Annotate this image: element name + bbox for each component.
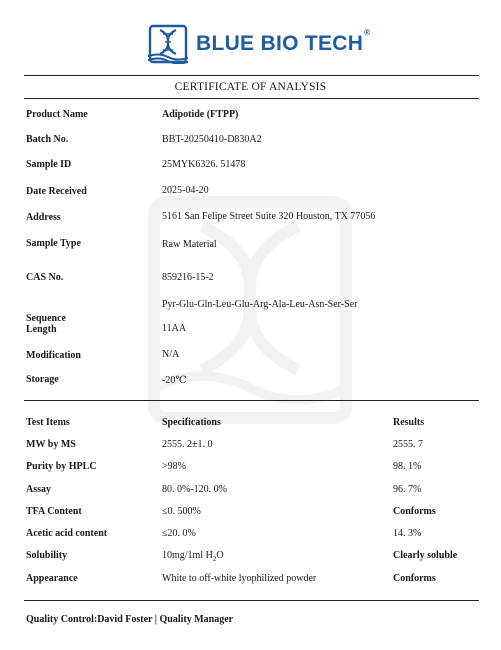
test-result: 96. 7% (393, 484, 422, 495)
dna-watermark-icon (130, 190, 370, 430)
date-received-value: 2025-04-20 (162, 185, 209, 196)
test-spec: >98% (162, 461, 186, 472)
test-spec: White to off-white lyophilized powder (162, 573, 317, 584)
storage-value: -20℃ (162, 375, 187, 386)
field-label: Batch No. (26, 134, 69, 145)
test-item: Acetic acid content (26, 528, 108, 539)
divider (24, 600, 479, 601)
address-value: 5161 San Felipe Street Suite 320 Houston, TX 77056 (162, 211, 376, 222)
modification-value: N/A (162, 349, 180, 360)
brand-logo (148, 22, 370, 66)
field-label: CAS No. (26, 272, 64, 283)
test-items-header: Test Items (26, 417, 70, 428)
batch-no-value: BBT-20250410-D830A2 (162, 134, 262, 145)
registered-mark: ® (364, 28, 371, 37)
test-result: 2555. 7 (393, 439, 423, 450)
field-label: Product Name (26, 109, 88, 120)
test-item: Purity by HPLC (26, 461, 97, 472)
field-label: Length (26, 324, 57, 335)
test-spec: ≤0. 500% (162, 506, 201, 517)
test-result: 14. 3% (393, 528, 422, 539)
test-result: Conforms (393, 506, 436, 517)
test-item: Assay (26, 484, 52, 495)
test-item: MW by MS (26, 439, 76, 450)
brand-name: BLUE BIO TECH® (196, 28, 371, 55)
test-spec: ≤20. 0% (162, 528, 196, 539)
dna-logo-icon (148, 24, 188, 64)
test-result: Clearly soluble (393, 550, 458, 561)
results-header: Results (393, 417, 425, 428)
field-label: Modification (26, 350, 81, 361)
specifications-header: Specifications (162, 417, 221, 428)
field-label: Sequence (26, 313, 66, 324)
product-name-value: Adipotide (FTPP) (162, 109, 239, 120)
test-spec: 2555. 2±1. 0 (162, 439, 213, 450)
sample-id-value: 25MYK6326. 51478 (162, 159, 246, 170)
test-result: Conforms (393, 573, 436, 584)
field-label: Sample Type (26, 238, 81, 249)
field-label: Date Received (26, 186, 87, 197)
divider (24, 98, 479, 99)
test-spec: 80. 0%-120. 0% (162, 484, 227, 495)
divider (24, 400, 479, 401)
test-item: TFA Content (26, 506, 82, 517)
length-value: 11AA (162, 323, 187, 334)
divider (24, 75, 479, 76)
test-item: Solubility (26, 550, 68, 561)
sample-type-value: Raw Material (162, 239, 217, 250)
quality-control-signoff: Quality Control:David Foster | Quality Manager (26, 614, 234, 625)
test-spec: 10mg/1ml $H_2O$ (162, 550, 224, 563)
test-result: 98. 1% (393, 461, 422, 472)
field-label: Address (26, 212, 61, 223)
test-item: Appearance (26, 573, 78, 584)
cas-no-value: 859216-15-2 (162, 272, 214, 283)
field-label: Sample ID (26, 159, 72, 170)
field-label: Storage (26, 374, 59, 385)
sequence-value: Pyr-Glu-Gln-Leu-Glu-Arg-Ala-Leu-Asn-Ser-Ser (162, 299, 358, 310)
document-title: CERTIFICATE OF ANALYSIS (174, 81, 327, 93)
